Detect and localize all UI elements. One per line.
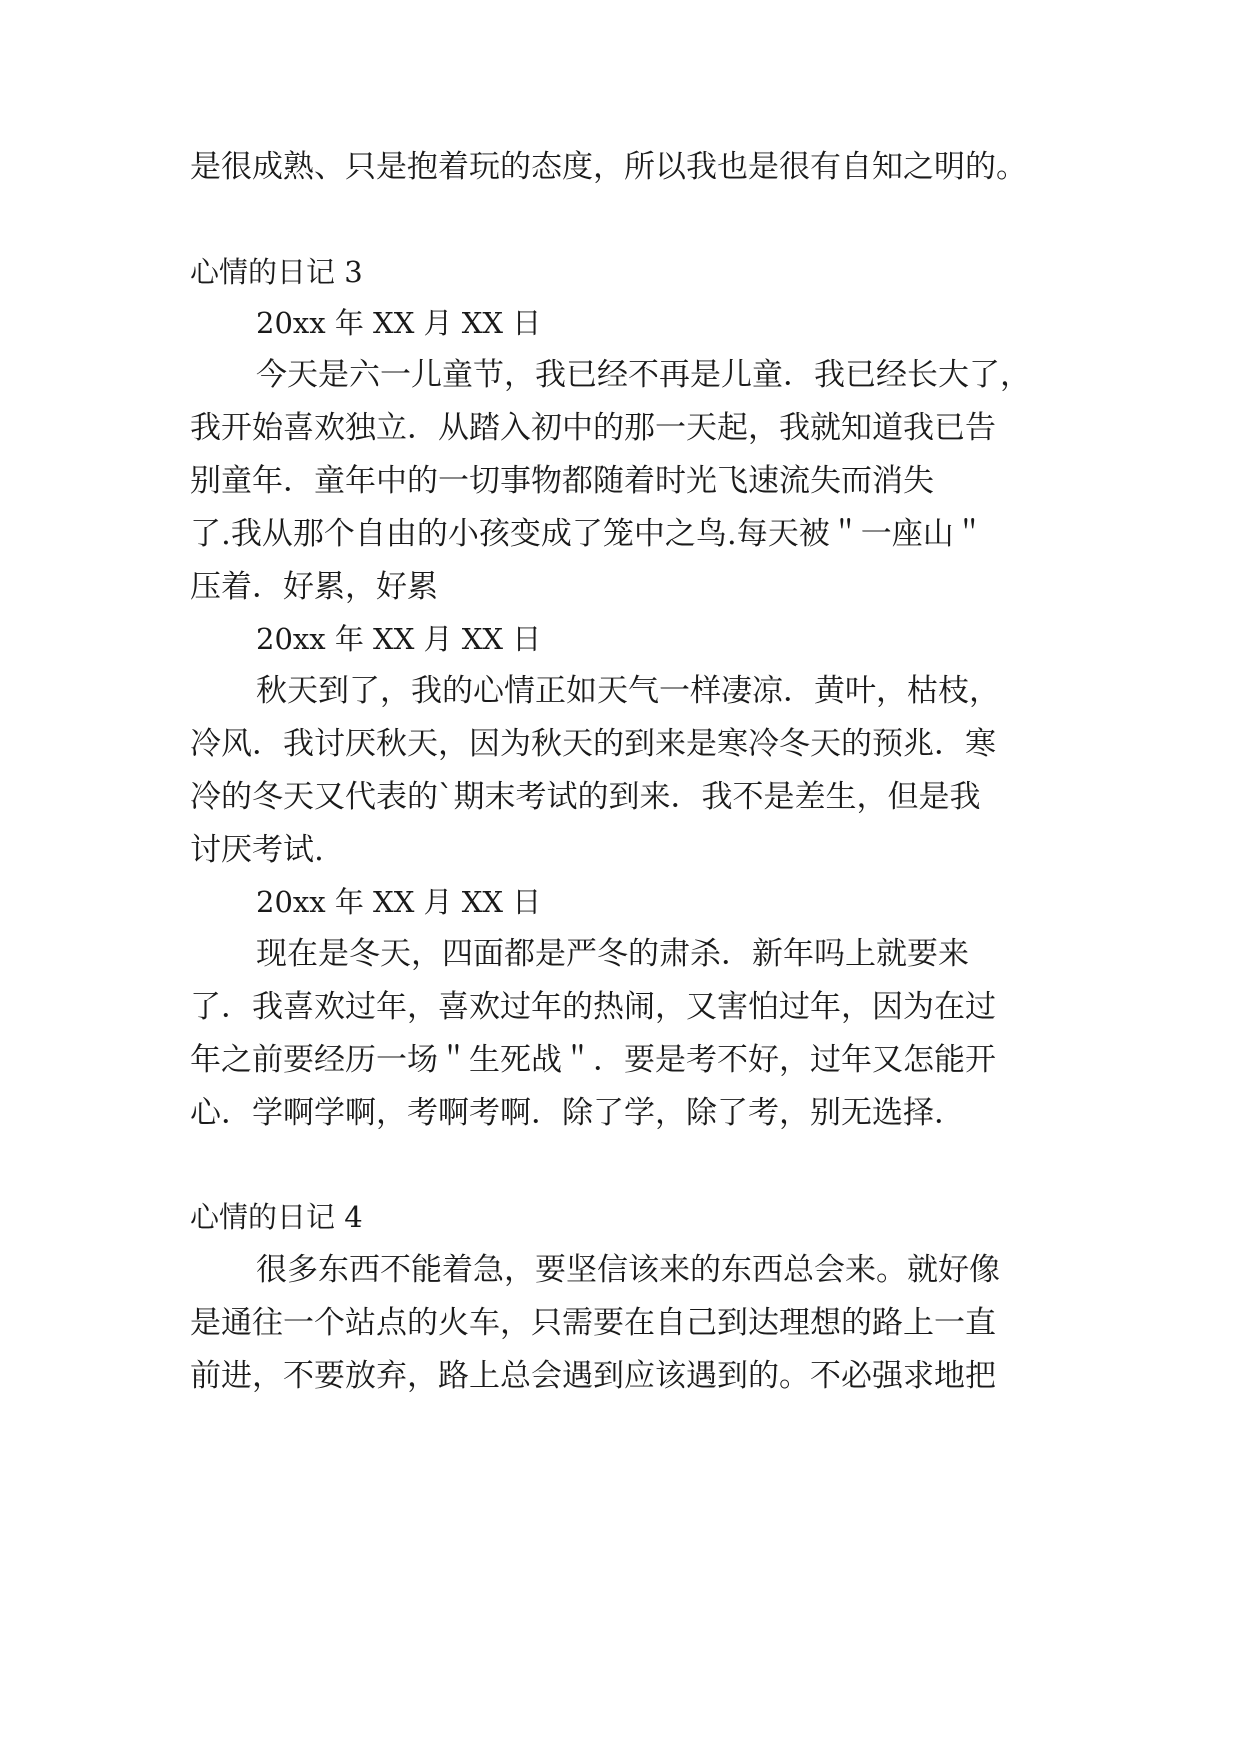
entry-2-line-2: 冷风．我讨厌秋天，因为秋天的到来是寒冷冬天的预兆．寒 <box>190 726 996 762</box>
entry-2-line-1: 秋天到了，我的心情正如天气一样凄凉．黄叶，枯枝， <box>256 673 1000 709</box>
diary-4-line-3: 前进，不要放弃，路上总会遇到应该遇到的。不必强求地把 <box>190 1358 996 1394</box>
entry-3-line-1: 现在是冬天，四面都是严冬的肃杀．新年吗上就要来 <box>256 936 969 972</box>
diary-3-heading: 心情的日记 3 <box>190 255 363 289</box>
entry-1-line-4: 了.我从那个自由的小孩变成了笼中之鸟.每天被＂一座山＂ <box>190 516 985 552</box>
entry-1-line-5: 压着．好累，好累 <box>190 569 438 605</box>
entry-1-line-1: 今天是六一儿童节，我已经不再是儿童．我已经长大了， <box>256 357 1031 393</box>
diary-4-line-1: 很多东西不能着急，要坚信该来的东西总会来。就好像 <box>256 1252 1000 1288</box>
entry-3-line-3: 年之前要经历一场＂生死战＂．要是考不好，过年又怎能开 <box>190 1042 996 1078</box>
entry-1-line-2: 我开始喜欢独立．从踏入初中的那一天起，我就知道我已告 <box>190 410 996 446</box>
diary-4-heading: 心情的日记 4 <box>190 1200 363 1234</box>
entry-2-date: 20xx 年 XX 月 XX 日 <box>256 622 542 656</box>
entry-2-line-4: 讨厌考试. <box>190 832 324 868</box>
diary-4-line-2: 是通往一个站点的火车，只需要在自己到达理想的路上一直 <box>190 1305 996 1341</box>
entry-3-date: 20xx 年 XX 月 XX 日 <box>256 885 542 919</box>
carryover-line: 是很成熟、只是抱着玩的态度，所以我也是很有自知之明的。 <box>190 149 1027 185</box>
entry-2-line-3: 冷的冬天又代表的`期末考试的到来．我不是差生，但是我 <box>190 779 981 815</box>
entry-3-line-2: 了．我喜欢过年，喜欢过年的热闹，又害怕过年，因为在过 <box>190 989 996 1025</box>
entry-3-line-4: 心．学啊学啊，考啊考啊．除了学，除了考，别无选择． <box>190 1095 965 1131</box>
entry-1-line-3: 别童年．童年中的一切事物都随着时光飞速流失而消失 <box>190 463 934 499</box>
entry-1-date: 20xx 年 XX 月 XX 日 <box>256 306 542 340</box>
